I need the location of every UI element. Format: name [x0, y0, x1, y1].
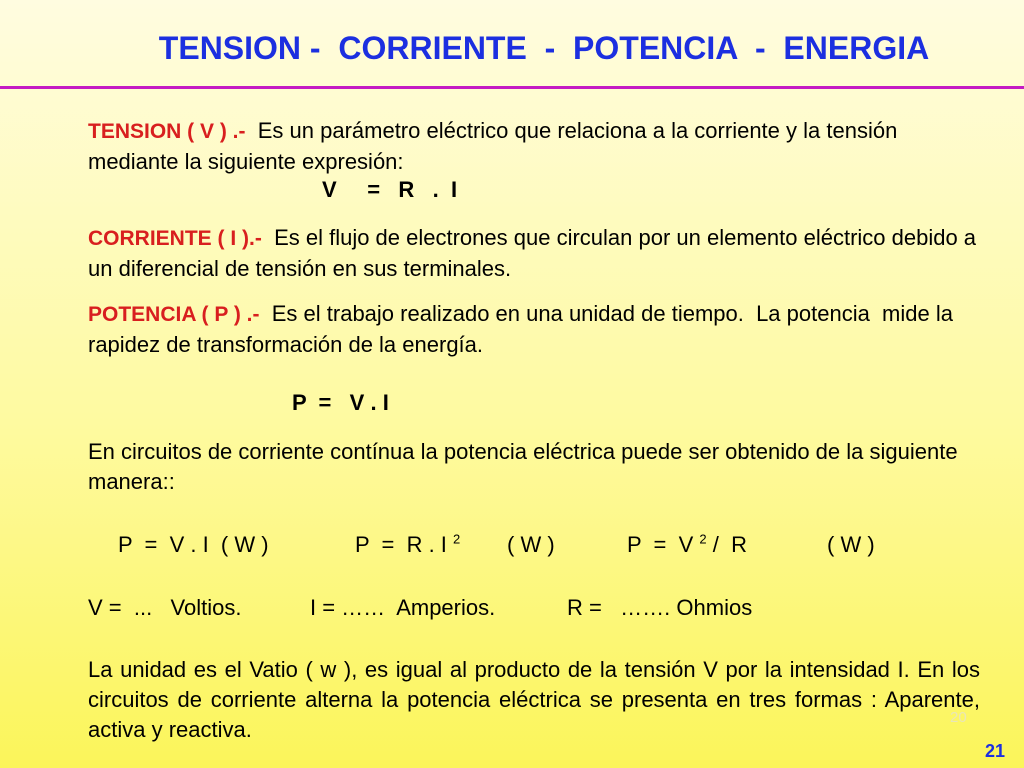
tension-formula: V = R . I	[322, 177, 458, 202]
tension-definition	[88, 116, 980, 177]
title-divider	[0, 86, 1024, 89]
potencia-term: POTENCIA ( P ) .-	[88, 303, 260, 326]
slide-title: TENSION - CORRIENTE - POTENCIA - ENERGIA	[158, 30, 930, 66]
faded-slide-number: 20	[950, 709, 967, 726]
closing-paragraph: La unidad es el Vatio ( w ), es igual al producto de la tensión V por la intensidad I. En los circuitos de corriente alterna la potencia eléctrica se presenta en tres formas : Aparente, activa y reactiva.	[88, 657, 987, 742]
corriente-term: CORRIENTE ( I ).-	[88, 227, 262, 250]
potencia-definition	[88, 299, 980, 360]
tension-term: TENSION ( V ) .-	[88, 120, 246, 143]
formula-p-ri2: P = R . I $^2$	[355, 531, 461, 557]
formula-p-vi: P = V . I ( W )	[118, 532, 269, 557]
unit-ohmios: R = ……. Ohmios	[567, 595, 753, 620]
potencia-formula: P = V . I	[292, 390, 389, 415]
dc-intro: En circuitos de corriente contínua la potencia eléctrica puede ser obtenido de la siguiente manera::	[88, 439, 964, 494]
unit-amperios: I = …… Amperios.	[310, 595, 496, 620]
formula-p-v2r-unit: ( W )	[827, 532, 875, 557]
corriente-text: Es el flujo de electrones que circulan por un elemento eléctrico debido a un diferencial de tensión en sus terminales.	[88, 225, 983, 281]
formula-p-v2r: P = V $^2$ / R	[627, 531, 747, 557]
tension-text: Es un parámetro eléctrico que relaciona a la corriente y la tensión mediante la siguiente expresión:	[88, 118, 904, 174]
corriente-definition	[88, 223, 983, 284]
unit-voltios: V = ... Voltios.	[88, 595, 242, 620]
potencia-text: Es el trabajo realizado en una unidad de tiempo. La potencia mide la rapidez de transformación de la energía.	[88, 301, 960, 357]
formula-p-ri2-unit: ( W )	[507, 532, 555, 557]
page-number: 21	[985, 741, 1006, 761]
